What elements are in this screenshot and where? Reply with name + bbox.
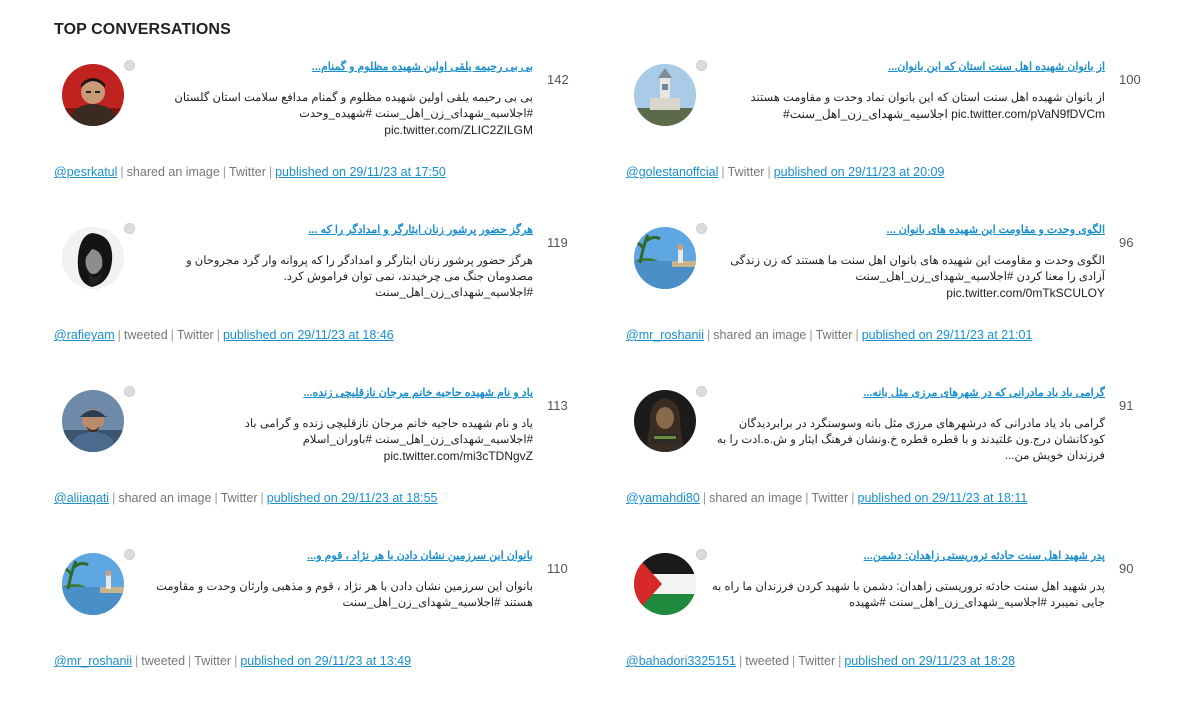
status-indicator-icon <box>124 386 135 397</box>
conversation-card <box>54 386 568 536</box>
conversation-count: 110 <box>547 561 568 576</box>
status-indicator-icon <box>696 60 707 71</box>
status-indicator-icon <box>124 223 135 234</box>
conversation-text-line: جایی نمیبرد #اجلاسیه_شهدای_زن_اهل_سنت #شهیده <box>848 597 1105 609</box>
conversation-body <box>705 579 1105 611</box>
avatar[interactable] <box>634 553 696 615</box>
conversation-image-link[interactable]: pic.twitter.com/0mTkSCULOY <box>946 286 1105 300</box>
conversation-card <box>626 386 1136 536</box>
conversation-meta <box>626 491 1027 505</box>
conversation-card <box>54 60 569 210</box>
meta-source: Twitter <box>220 491 258 505</box>
avatar[interactable] <box>62 390 124 452</box>
conversation-card <box>626 549 1136 699</box>
meta-action: shared an image <box>709 491 803 505</box>
status-indicator-icon <box>124 549 135 560</box>
conversation-text-line: #اجلاسیه_شهدای_زن_اهل_سنت #شهیده_وحدت <box>299 108 533 120</box>
conversation-meta <box>626 654 1015 668</box>
meta-separator: | <box>117 328 121 342</box>
meta-separator: | <box>214 491 218 505</box>
conversation-text-line: هرگز حضور پرشور زنان ایثارگر و امدادگر را که پروانه وار گرد مجروحان و <box>186 255 533 267</box>
conversation-text-line: گرامی باد یاد مادرانی که درشهرهای مرزی مثل بانه وسوسنگرد در برابردیدگان <box>738 418 1105 430</box>
page-title: TOP CONVERSATIONS <box>54 21 231 38</box>
published-date-link[interactable]: published on 29/11/23 at 17:50 <box>275 165 446 179</box>
published-date-link[interactable]: published on 29/11/23 at 18:28 <box>844 654 1016 668</box>
published-date-link[interactable]: published on 29/11/23 at 20:09 <box>773 165 945 179</box>
meta-separator: | <box>234 654 238 668</box>
meta-action: tweeted <box>141 654 186 668</box>
meta-separator: | <box>120 165 124 179</box>
published-date-link[interactable]: published on 29/11/23 at 18:11 <box>857 491 1028 505</box>
conversation-body <box>133 416 533 464</box>
conversation-title-link[interactable]: از بانوان شهیده اهل سنت استان که این بانوان... <box>888 61 1105 73</box>
conversation-text-line: الگوی وحدت و مقاومت این شهیده های بانوان اهل سنت ما هستند که زن زندگی <box>730 255 1105 267</box>
meta-separator: | <box>805 491 809 505</box>
conversation-title-link[interactable]: گرامی باد یاد مادرانی که در شهرهای مرزی مثل بانه... <box>863 387 1105 399</box>
conversation-count: 100 <box>1119 72 1141 87</box>
status-indicator-icon <box>696 223 707 234</box>
meta-separator: | <box>851 491 855 505</box>
conversation-body <box>133 90 533 138</box>
conversation-meta <box>54 165 446 179</box>
conversation-image-link[interactable]: pic.twitter.com/mi3cTDNgvZ <box>383 449 533 463</box>
user-handle-link[interactable]: @mr_roshanii <box>54 654 132 668</box>
meta-source: Twitter <box>229 165 266 179</box>
conversation-count: 119 <box>547 235 568 250</box>
meta-separator: | <box>260 491 264 505</box>
user-handle-link[interactable]: @golestanoffcial <box>626 165 719 179</box>
conversation-title-link[interactable]: یاد و نام شهیده حاجیه خانم مرجان نازقلیچی زنده... <box>303 387 533 399</box>
conversation-count: 142 <box>547 72 569 87</box>
conversation-count: 90 <box>1119 561 1134 576</box>
status-indicator-icon <box>696 549 707 560</box>
user-handle-link[interactable]: @rafieyam <box>54 328 115 342</box>
meta-source: Twitter <box>798 654 836 668</box>
published-date-link[interactable]: published on 29/11/23 at 21:01 <box>861 328 1033 342</box>
meta-separator: | <box>222 165 227 179</box>
user-handle-link[interactable]: @pesrkatul <box>54 165 118 179</box>
conversation-text-line: مصدومان جنگ می چرخیدند، نمی توان فراموش کرد. <box>283 271 533 283</box>
conversation-title-link[interactable]: بی بی رحیمه یلقی اولین شهیده مظلوم و گمنام... <box>311 61 533 73</box>
conversation-text-line: هستند #اجلاسیه_شهدای_زن_اهل_سنت <box>342 597 533 609</box>
avatar[interactable] <box>62 227 124 289</box>
published-date-link[interactable]: published on 29/11/23 at 18:46 <box>222 328 394 342</box>
meta-source: Twitter <box>176 328 214 342</box>
conversation-body <box>133 253 533 301</box>
user-handle-link[interactable]: @mr_roshanii <box>626 328 704 342</box>
meta-action: tweeted <box>745 654 790 668</box>
conversation-image-link[interactable]: #اجلاسیه_شهدای_زن_اهل_سنت pic.twitter.com/pVaN9fDVCm <box>783 107 1105 121</box>
conversation-title-link[interactable]: پدر شهید اهل سنت حادثه تروریستی زاهدان: دشمن... <box>863 550 1105 562</box>
avatar[interactable] <box>62 64 124 126</box>
published-date-link[interactable]: published on 29/11/23 at 13:49 <box>240 654 412 668</box>
conversation-title-link[interactable]: بانوان این سرزمین نشان دادن با هر نژاد ، قوم و... <box>307 550 533 562</box>
published-date-link[interactable]: published on 29/11/23 at 18:55 <box>266 491 438 505</box>
meta-source: Twitter <box>811 491 849 505</box>
conversation-card <box>54 223 568 373</box>
conversation-body <box>705 253 1105 301</box>
meta-separator: | <box>792 654 796 668</box>
meta-separator: | <box>707 328 711 342</box>
conversation-text-line: یاد و نام شهیده حاجیه خانم مرجان نازقلیچی زنده و گرامی باد <box>244 418 533 430</box>
status-indicator-icon <box>124 60 135 71</box>
meta-separator: | <box>838 654 842 668</box>
user-handle-link[interactable]: @aliiaqati <box>54 491 110 505</box>
conversation-meta <box>626 328 1032 342</box>
conversation-title-link[interactable]: الگوی وحدت و مقاومت این شهیده های بانوان ... <box>886 224 1105 236</box>
conversation-card <box>626 60 1141 210</box>
conversation-meta <box>626 165 944 179</box>
user-handle-link[interactable]: @bahadori3325151 <box>626 654 737 668</box>
status-indicator-icon <box>696 386 707 397</box>
meta-source: Twitter <box>727 165 765 179</box>
conversation-meta <box>54 654 411 668</box>
avatar[interactable] <box>634 227 696 289</box>
meta-separator: | <box>268 165 273 179</box>
conversation-text-line: بی بی رحیمه یلقی اولین شهیده مظلوم و گمنام مدافع سلامت استان گلستان <box>174 92 533 104</box>
meta-separator: | <box>767 165 771 179</box>
meta-separator: | <box>112 491 116 505</box>
conversation-text-line: #اجلاسیه_شهدای_زن_اهل_سنت <box>375 287 533 299</box>
meta-source: Twitter <box>815 328 853 342</box>
conversation-text-line: کودکانشان درج.ون غلتیدند و با قطره قطره خ.ونشان فرهنگ ایثار و ش.ه.ادت را به <box>716 434 1105 446</box>
conversation-text-line: #اجلاسیه_شهدای_زن_اهل_سنت #باوران_اسلام <box>302 434 533 446</box>
meta-separator: | <box>721 165 725 179</box>
avatar[interactable] <box>634 64 696 126</box>
conversation-image-link[interactable]: pic.twitter.com/ZLIC2ZILGM <box>384 123 533 137</box>
meta-separator: | <box>855 328 859 342</box>
conversation-text-line: از بانوان شهیده اهل سنت استان که این بانوان نماد وحدت و مقاومت هستند <box>750 92 1105 104</box>
meta-separator: | <box>170 328 174 342</box>
meta-source: Twitter <box>194 654 232 668</box>
conversation-count: 113 <box>547 398 568 413</box>
user-handle-link[interactable]: @yamahdi80 <box>626 491 700 505</box>
meta-action: tweeted <box>123 328 168 342</box>
meta-separator: | <box>702 491 707 505</box>
conversation-text-line: بانوان این سرزمین نشان دادن با هر نژاد ، قوم و مذهبی وارثان وحدت و مقاومت <box>156 581 533 593</box>
conversation-meta <box>54 491 438 505</box>
avatar[interactable] <box>634 390 696 452</box>
meta-action: shared an image <box>118 491 212 505</box>
conversation-text-line: آزادی را معنا کردن #اجلاسیه_شهدای_زن_اهل_سنت <box>855 271 1105 283</box>
conversation-card <box>54 549 568 699</box>
conversation-text-line: پدر شهید اهل سنت حادثه تروریستی زاهدان: دشمن با شهید کردن فرزندان ما راه به <box>711 581 1105 593</box>
conversation-meta <box>54 328 394 342</box>
conversation-count: 96 <box>1119 235 1134 250</box>
conversation-body <box>133 579 533 611</box>
conversation-text-line: فرزندان خویش من... <box>1004 450 1105 462</box>
conversation-body <box>705 90 1105 122</box>
conversation-title-link[interactable]: هرگز حضور پرشور زنان ایثارگر و امدادگر را که ... <box>308 224 533 236</box>
meta-separator: | <box>739 654 743 668</box>
meta-action: shared an image <box>713 328 807 342</box>
conversation-count: 91 <box>1119 398 1134 413</box>
meta-separator: | <box>135 654 139 668</box>
meta-separator: | <box>188 654 192 668</box>
conversation-body <box>705 416 1105 464</box>
avatar[interactable] <box>62 553 124 615</box>
meta-separator: | <box>216 328 220 342</box>
meta-separator: | <box>809 328 813 342</box>
meta-action: shared an image <box>126 165 220 179</box>
conversation-card <box>626 223 1136 373</box>
